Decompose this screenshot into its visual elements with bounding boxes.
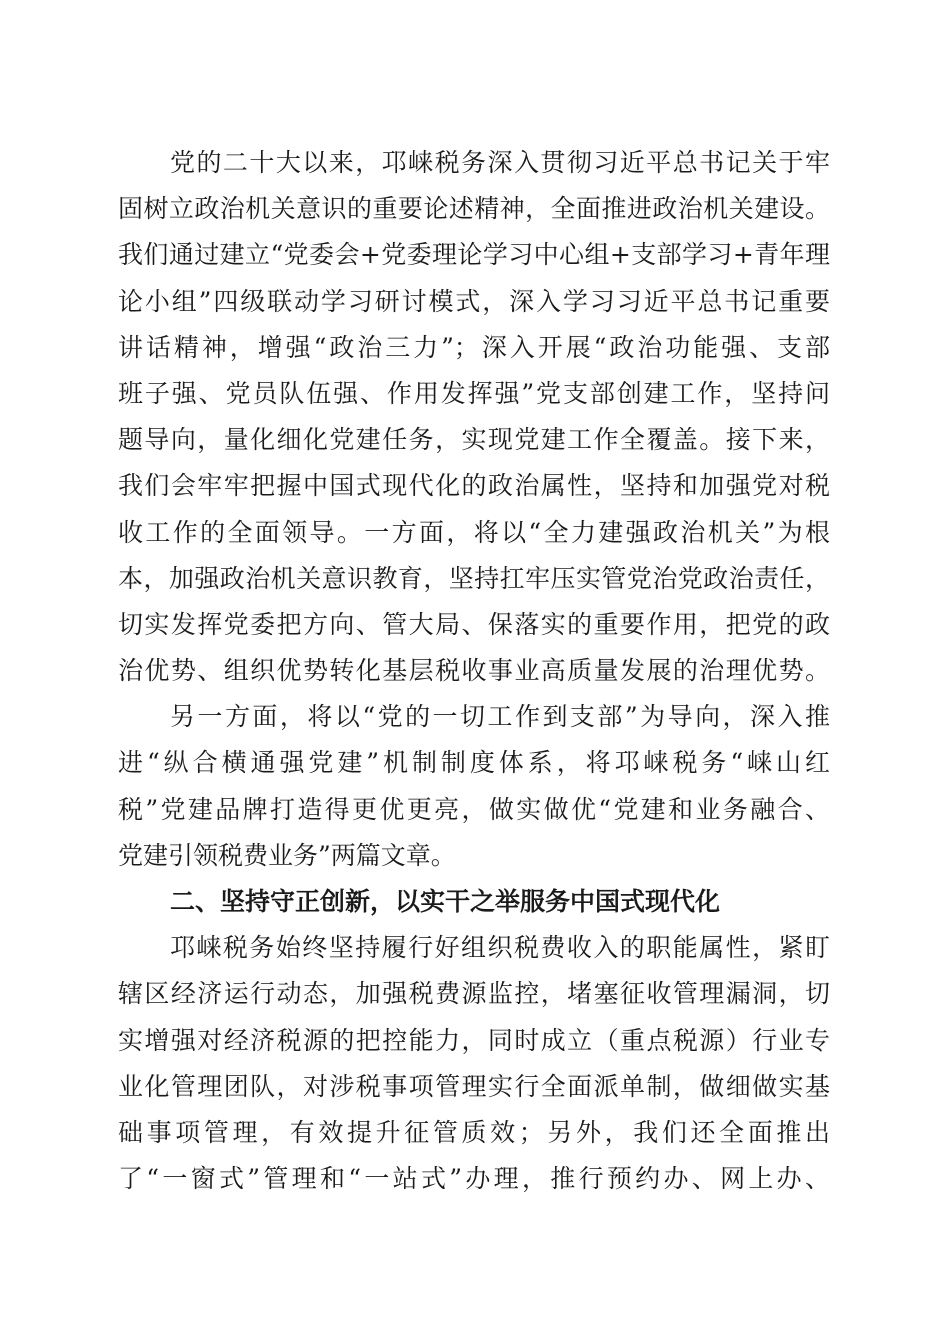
paragraph-line: 邛崃税务始终坚持履行好组织税费收入的职能属性，紧盯 (170, 933, 830, 963)
paragraph-line: 辖区经济运行动态，加强税费源监控，堵塞征收管理漏洞，切 (118, 979, 830, 1009)
paragraph-line: 切实发挥党委把方向、管大局、保落实的重要作用，把党的政 (118, 609, 830, 639)
paragraph-line: 实增强对经济税源的把控能力，同时成立（重点税源）行业专 (118, 1025, 830, 1055)
paragraph-line: 本，加强政治机关意识教育，坚持扛牢压实管党治党政治责任， (118, 563, 830, 593)
paragraph-line: 讲话精神，增强“政治三力”；深入开展“政治功能强、支部 (118, 332, 830, 362)
paragraph-line: 论小组”四级联动学习研讨模式，深入学习习近平总书记重要 (118, 286, 830, 316)
paragraph-line: 固树立政治机关意识的重要论述精神，全面推进政治机关建设。 (118, 194, 830, 224)
paragraph-line: 党的二十大以来，邛崃税务深入贯彻习近平总书记关于牢 (170, 148, 830, 177)
paragraph-line: 题导向，量化细化党建任务，实现党建工作全覆盖。接下来， (118, 425, 830, 455)
document-body (118, 140, 830, 1202)
paragraph-line: 班子强、党员队伍强、作用发挥强”党支部创建工作，坚持问 (118, 378, 830, 408)
paragraph-line: 我们通过建立“党委会+党委理论学习中心组+支部学习+青年理 (118, 240, 830, 270)
paragraph-1 (118, 140, 830, 879)
paragraph-line: 治优势、组织优势转化基层税收事业高质量发展的治理优势。 (118, 656, 830, 686)
paragraph-line: 我们会牢牢把握中国式现代化的政治属性，坚持和加强党对税 (118, 471, 830, 501)
paragraph-line: 础事项管理，有效提升征管质效；另外，我们还全面推出 (118, 1117, 830, 1147)
paragraph-line: 进“纵合横通强党建”机制制度体系，将邛崃税务“崃山红 (118, 748, 830, 778)
paragraph-line: 收工作的全面领导。一方面，将以“全力建强政治机关”为根 (118, 517, 830, 547)
paragraph-line: 党建引领税费业务”两篇文章。 (118, 840, 456, 870)
section-heading: 二、坚持守正创新，以实干之举服务中国式现代化 (170, 887, 721, 916)
paragraph-line: 了“一窗式”管理和“一站式”办理，推行预约办、网上办、 (118, 1164, 830, 1194)
paragraph-line: 另一方面，将以“党的一切工作到支部”为导向，深入推 (170, 702, 830, 732)
paragraph-line: 业化管理团队，对涉税事项管理实行全面派单制，做细做实基 (118, 1071, 830, 1101)
paragraph-line: 税”党建品牌打造得更优更亮，做实做优“党建和业务融合、 (118, 794, 830, 824)
paragraph-2 (118, 925, 830, 1202)
